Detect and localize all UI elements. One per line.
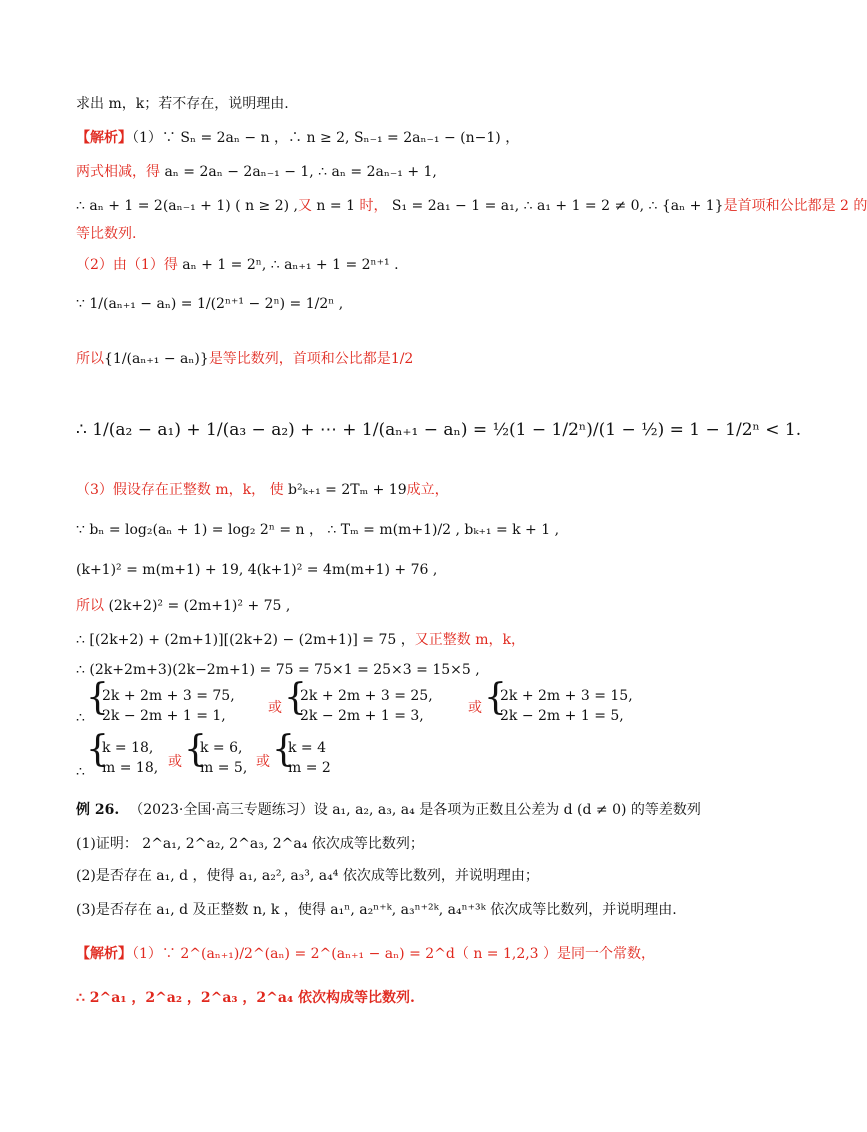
math-text: 2k + 2m + 3 = 75, — [102, 688, 235, 704]
red-text: 等比数列. — [76, 226, 137, 242]
math-text: 2k − 2m + 1 = 3, — [300, 708, 424, 724]
equation-system — [200, 738, 247, 778]
brace-icon: { — [86, 729, 109, 770]
red-text: 或 — [168, 754, 182, 770]
text-line — [76, 162, 437, 182]
math-text: aₙ + 1 = 2ⁿ, ∴ aₙ₊₁ + 1 = 2ⁿ⁺¹ . — [177, 257, 399, 273]
math-text: ∵ bₙ = log₂(aₙ + 1) = log₂ 2ⁿ = n ， ∴ Tₘ = m(m+1)/2 , bₖ₊₁ = k + 1 , — [76, 522, 560, 538]
example-text: （2023·全国·高三专题练习）设 a₁, a₂, a₃, a₄ 是各项为正数且公差为 d (d ≠ 0) 的等差数列 — [129, 802, 701, 818]
example-heading — [76, 800, 701, 820]
math-text: ∴ aₙ + 1 = 2(aₙ₋₁ + 1) ( n ≥ 2) , — [76, 198, 298, 214]
math-text: ∴ — [76, 764, 85, 780]
red-text: 是首项和公比都是 2 的 — [723, 198, 867, 214]
red-text: （2）由（1）得 — [76, 257, 178, 273]
brace-icon: { — [272, 729, 295, 770]
text-line — [76, 420, 801, 440]
equation-system — [102, 738, 158, 778]
question-3: (3)是否存在 a₁, d 及正整数 n, k ，使得 a₁ⁿ, a₂ⁿ⁺ᵏ, a₃ⁿ⁺²ᵏ, a₄ⁿ⁺³ᵏ 依次成等比数列，并说明理由. — [76, 902, 677, 918]
brace-icon: { — [284, 677, 307, 718]
math-text: ∴ [(2k+2) + (2m+1)][(2k+2) − (2m+1)] = 75 ， — [76, 632, 415, 648]
equation-system — [300, 686, 433, 726]
math-text: ∴ 1/(a₂ − a₁) + 1/(a₃ − a₂) + ⋯ + 1/(aₙ₊₁ − aₙ) = ½(1 − 1/2ⁿ)/(1 − ½) = 1 − 1/2ⁿ < 1. — [76, 420, 802, 440]
text-line — [76, 255, 399, 275]
math-text: m = 18, — [102, 760, 159, 776]
math-text: ∵ 1/(aₙ₊₁ − aₙ) = 1/(2ⁿ⁺¹ − 2ⁿ) = 1/2ⁿ , — [76, 296, 344, 312]
brace-icon: { — [484, 677, 507, 718]
text-line — [76, 224, 136, 244]
red-text: （ n = 1,2,3 ）是同一个常数， — [454, 946, 656, 962]
math-text: 2k + 2m + 3 = 25, — [300, 688, 433, 704]
math-text: aₙ = 2aₙ − 2aₙ₋₁ − 1, ∴ aₙ = 2aₙ₋₁ + 1, — [160, 164, 437, 180]
math-text: k = 4 — [288, 740, 327, 756]
red-text: 成立， — [406, 482, 449, 498]
math-text: 2k − 2m + 1 = 5, — [500, 708, 624, 724]
text-line — [76, 349, 413, 369]
question-2: (2)是否存在 a₁, d ，使得 a₁, a₂², a₃³, a₄⁴ 依次成等比数列，并说明理由； — [76, 868, 539, 884]
question-line — [76, 900, 677, 920]
red-text: ∴ 2^a₁ ，2^a₂ ，2^a₃ ，2^a₄ 依次构成等比数列. — [76, 990, 415, 1006]
equation-system — [500, 686, 633, 726]
analysis-tag: 【解析】 — [76, 946, 132, 962]
problem-tail: 求出 m，k；若不存在，说明理由. — [76, 96, 289, 112]
math-text: m = 2 — [288, 760, 331, 776]
math-text: 2k − 2m + 1 = 1, — [102, 708, 226, 724]
math-text: ∴ — [76, 710, 85, 726]
math-text: ∴ (2k+2m+3)(2k−2m+1) = 75 = 75×1 = 25×3 = 15×5 , — [76, 662, 480, 678]
red-text: 或 — [468, 700, 482, 716]
text-line — [76, 596, 290, 616]
math-text: n = 1 — [311, 198, 360, 214]
math-text: (k+1)² = m(m+1) + 19, 4(k+1)² = 4m(m+1) + 76 , — [76, 562, 438, 578]
text-line — [76, 944, 655, 964]
brace-icon: { — [86, 677, 109, 718]
question-1: (1)证明： 2^a₁, 2^a₂, 2^a₃, 2^a₄ 依次成等比数列； — [76, 836, 424, 852]
math-text: (2k+2)² = (2m+1)² + 75 , — [104, 598, 291, 614]
red-text: 所以 — [76, 598, 104, 614]
math-text: 2k + 2m + 3 = 15, — [500, 688, 633, 704]
question-line — [76, 834, 424, 854]
text-line — [76, 520, 559, 540]
text-line — [76, 630, 525, 650]
text-line — [76, 988, 415, 1008]
math-text: S₁ = 2a₁ − 1 = a₁, ∴ a₁ + 1 = 2 ≠ 0, ∴ {aₙ + 1} — [387, 198, 724, 214]
text-line — [76, 128, 519, 148]
math-text: （1）∵ Sₙ = 2aₙ − n ，∴ n ≥ 2, Sₙ₋₁ = 2aₙ₋₁ − (n−1) ， — [132, 130, 520, 146]
brace-icon: { — [184, 729, 207, 770]
equation-system — [288, 738, 331, 778]
analysis-tag: 【解析】 — [76, 130, 132, 146]
math-text: （1）∵ 2^(aₙ₊₁)/2^(aₙ) = 2^(aₙ₊₁ − aₙ) = 2^d — [132, 946, 455, 962]
equation-system — [102, 686, 235, 726]
example-label: 例 26. — [76, 802, 120, 818]
question-line — [76, 866, 539, 886]
red-text: 或 — [256, 754, 270, 770]
text-line — [76, 660, 480, 680]
text-line — [76, 94, 289, 114]
math-text: m = 5, — [200, 760, 248, 776]
math-text: {1/(aₙ₊₁ − aₙ)} — [104, 351, 209, 367]
red-text: （3）假设存在正整数 m，k， 使 — [76, 482, 284, 498]
math-text: b²ₖ₊₁ = 2Tₘ + 19 — [283, 482, 407, 498]
math-text: k = 18, — [102, 740, 154, 756]
red-text: 是等比数列，首项和公比都是 — [208, 351, 391, 367]
red-text: 或 — [268, 700, 282, 716]
red-text: 又 — [297, 198, 312, 214]
red-text: 又正整数 m，k， — [414, 632, 525, 648]
text-line — [76, 480, 449, 500]
text-line — [76, 560, 437, 580]
math-text: k = 6, — [200, 740, 243, 756]
text-line — [76, 196, 867, 216]
red-text: 所以 — [76, 351, 104, 367]
red-text: 两式相减，得 — [76, 164, 160, 180]
math-text: 1/2 — [390, 351, 414, 367]
text-line — [76, 294, 343, 314]
red-text: 时， — [359, 198, 388, 214]
